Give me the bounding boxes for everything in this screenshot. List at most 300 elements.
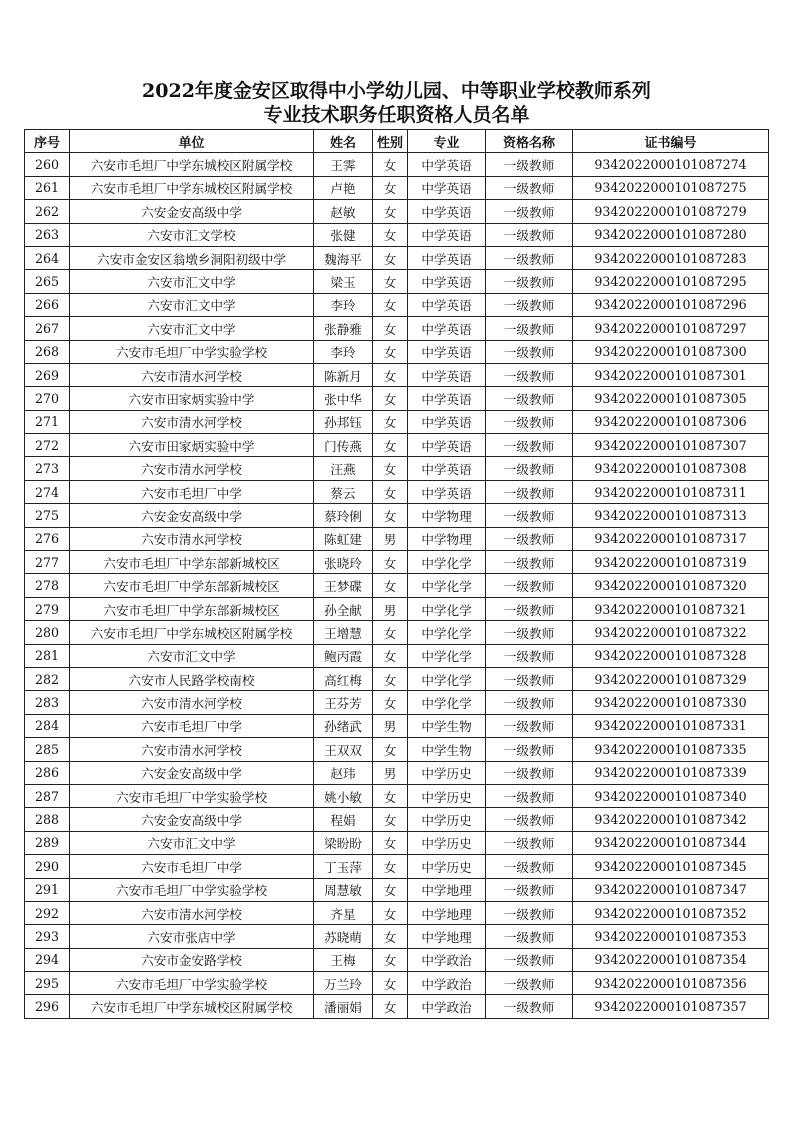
cell-seq: 261 bbox=[25, 176, 70, 199]
table-row bbox=[25, 855, 769, 878]
cell-qualification: 一级教师 bbox=[486, 855, 573, 878]
cell-gender: 女 bbox=[373, 925, 408, 948]
cell-certificate: 9342022000101087328 bbox=[573, 644, 769, 667]
cell-gender: 女 bbox=[373, 878, 408, 901]
cell-certificate: 9342022000101087295 bbox=[573, 270, 769, 293]
table-row bbox=[25, 504, 769, 527]
table-row bbox=[25, 457, 769, 480]
cell-gender: 女 bbox=[373, 504, 408, 527]
table-row bbox=[25, 480, 769, 503]
table-row bbox=[25, 574, 769, 597]
cell-unit: 六安市田家炳实验中学 bbox=[70, 434, 314, 457]
cell-qualification: 一级教师 bbox=[486, 995, 573, 1018]
cell-major: 中学历史 bbox=[408, 784, 486, 807]
cell-certificate: 9342022000101087319 bbox=[573, 551, 769, 574]
cell-seq: 290 bbox=[25, 855, 70, 878]
cell-gender: 女 bbox=[373, 153, 408, 176]
cell-qualification: 一级教师 bbox=[486, 714, 573, 737]
cell-qualification: 一级教师 bbox=[486, 317, 573, 340]
column-header-certificate: 证书编号 bbox=[573, 130, 769, 153]
cell-name: 梁玉 bbox=[314, 270, 373, 293]
cell-certificate: 9342022000101087301 bbox=[573, 363, 769, 386]
cell-certificate: 9342022000101087317 bbox=[573, 527, 769, 550]
column-header-seq: 序号 bbox=[25, 130, 70, 153]
cell-gender: 男 bbox=[373, 597, 408, 620]
cell-seq: 292 bbox=[25, 901, 70, 924]
cell-name: 王双双 bbox=[314, 738, 373, 761]
cell-certificate: 9342022000101087296 bbox=[573, 293, 769, 316]
cell-name: 张中华 bbox=[314, 387, 373, 410]
table-row bbox=[25, 808, 769, 831]
cell-major: 中学政治 bbox=[408, 995, 486, 1018]
table-row bbox=[25, 878, 769, 901]
cell-name: 赵玮 bbox=[314, 761, 373, 784]
cell-seq: 273 bbox=[25, 457, 70, 480]
cell-name: 卢艳 bbox=[314, 176, 373, 199]
cell-gender: 女 bbox=[373, 387, 408, 410]
table-row bbox=[25, 387, 769, 410]
table-row bbox=[25, 293, 769, 316]
cell-certificate: 9342022000101087345 bbox=[573, 855, 769, 878]
table-row bbox=[25, 644, 769, 667]
cell-name: 孙邦钰 bbox=[314, 410, 373, 433]
cell-certificate: 9342022000101087305 bbox=[573, 387, 769, 410]
cell-qualification: 一级教师 bbox=[486, 363, 573, 386]
cell-major: 中学生物 bbox=[408, 714, 486, 737]
cell-name: 王梦碟 bbox=[314, 574, 373, 597]
cell-certificate: 9342022000101087330 bbox=[573, 691, 769, 714]
cell-certificate: 9342022000101087320 bbox=[573, 574, 769, 597]
cell-unit: 六安市汇文中学 bbox=[70, 293, 314, 316]
cell-certificate: 9342022000101087321 bbox=[573, 597, 769, 620]
cell-name: 鲍丙霞 bbox=[314, 644, 373, 667]
cell-major: 中学政治 bbox=[408, 948, 486, 971]
table-row bbox=[25, 925, 769, 948]
cell-gender: 女 bbox=[373, 480, 408, 503]
table-row bbox=[25, 714, 769, 737]
cell-certificate: 9342022000101087283 bbox=[573, 246, 769, 269]
cell-unit: 六安市毛坦厂中学东城校区附属学校 bbox=[70, 995, 314, 1018]
cell-seq: 266 bbox=[25, 293, 70, 316]
cell-name: 王芬芳 bbox=[314, 691, 373, 714]
cell-unit: 六安金安高级中学 bbox=[70, 200, 314, 223]
cell-name: 李玲 bbox=[314, 293, 373, 316]
cell-major: 中学物理 bbox=[408, 527, 486, 550]
cell-major: 中学英语 bbox=[408, 223, 486, 246]
cell-gender: 女 bbox=[373, 200, 408, 223]
cell-name: 孙全献 bbox=[314, 597, 373, 620]
cell-major: 中学英语 bbox=[408, 176, 486, 199]
cell-gender: 女 bbox=[373, 644, 408, 667]
cell-major: 中学英语 bbox=[408, 340, 486, 363]
cell-unit: 六安市毛坦厂中学 bbox=[70, 855, 314, 878]
cell-seq: 272 bbox=[25, 434, 70, 457]
cell-qualification: 一级教师 bbox=[486, 270, 573, 293]
cell-unit: 六安市清水河学校 bbox=[70, 901, 314, 924]
cell-name: 丁玉萍 bbox=[314, 855, 373, 878]
cell-gender: 女 bbox=[373, 831, 408, 854]
cell-qualification: 一级教师 bbox=[486, 574, 573, 597]
cell-major: 中学历史 bbox=[408, 808, 486, 831]
cell-seq: 275 bbox=[25, 504, 70, 527]
table-row bbox=[25, 317, 769, 340]
cell-gender: 女 bbox=[373, 995, 408, 1018]
cell-unit: 六安市田家炳实验中学 bbox=[70, 387, 314, 410]
cell-major: 中学化学 bbox=[408, 597, 486, 620]
cell-gender: 女 bbox=[373, 808, 408, 831]
cell-major: 中学英语 bbox=[408, 270, 486, 293]
cell-certificate: 9342022000101087297 bbox=[573, 317, 769, 340]
cell-major: 中学化学 bbox=[408, 551, 486, 574]
cell-unit: 六安金安高级中学 bbox=[70, 761, 314, 784]
cell-name: 苏晓萌 bbox=[314, 925, 373, 948]
cell-qualification: 一级教师 bbox=[486, 153, 573, 176]
cell-major: 中学物理 bbox=[408, 504, 486, 527]
cell-certificate: 9342022000101087311 bbox=[573, 480, 769, 503]
cell-qualification: 一级教师 bbox=[486, 387, 573, 410]
cell-gender: 女 bbox=[373, 691, 408, 714]
cell-unit: 六安市清水河学校 bbox=[70, 738, 314, 761]
cell-major: 中学英语 bbox=[408, 410, 486, 433]
cell-major: 中学英语 bbox=[408, 293, 486, 316]
cell-certificate: 9342022000101087329 bbox=[573, 667, 769, 690]
cell-qualification: 一级教师 bbox=[486, 831, 573, 854]
cell-major: 中学英语 bbox=[408, 246, 486, 269]
cell-gender: 女 bbox=[373, 574, 408, 597]
cell-name: 张晓玲 bbox=[314, 551, 373, 574]
cell-unit: 六安市清水河学校 bbox=[70, 691, 314, 714]
cell-qualification: 一级教师 bbox=[486, 784, 573, 807]
cell-major: 中学英语 bbox=[408, 153, 486, 176]
cell-seq: 269 bbox=[25, 363, 70, 386]
cell-seq: 283 bbox=[25, 691, 70, 714]
cell-qualification: 一级教师 bbox=[486, 925, 573, 948]
cell-seq: 289 bbox=[25, 831, 70, 854]
cell-name: 孙绪武 bbox=[314, 714, 373, 737]
cell-major: 中学英语 bbox=[408, 434, 486, 457]
cell-unit: 六安市汇文中学 bbox=[70, 831, 314, 854]
document-title-line-2: 专业技术职务任职资格人员名单 bbox=[263, 104, 530, 126]
cell-unit: 六安市清水河学校 bbox=[70, 410, 314, 433]
cell-qualification: 一级教师 bbox=[486, 551, 573, 574]
cell-unit: 六安市清水河学校 bbox=[70, 363, 314, 386]
cell-major: 中学化学 bbox=[408, 644, 486, 667]
table-row bbox=[25, 667, 769, 690]
cell-certificate: 9342022000101087322 bbox=[573, 621, 769, 644]
cell-seq: 265 bbox=[25, 270, 70, 293]
cell-certificate: 9342022000101087357 bbox=[573, 995, 769, 1018]
cell-qualification: 一级教师 bbox=[486, 176, 573, 199]
cell-unit: 六安金安高级中学 bbox=[70, 808, 314, 831]
cell-seq: 294 bbox=[25, 948, 70, 971]
column-header-gender: 性别 bbox=[373, 130, 408, 153]
cell-certificate: 9342022000101087344 bbox=[573, 831, 769, 854]
cell-certificate: 9342022000101087353 bbox=[573, 925, 769, 948]
cell-major: 中学化学 bbox=[408, 691, 486, 714]
table-row bbox=[25, 223, 769, 246]
cell-qualification: 一级教师 bbox=[486, 691, 573, 714]
cell-seq: 280 bbox=[25, 621, 70, 644]
cell-unit: 六安市汇文学校 bbox=[70, 223, 314, 246]
cell-gender: 女 bbox=[373, 246, 408, 269]
table-row bbox=[25, 784, 769, 807]
cell-seq: 270 bbox=[25, 387, 70, 410]
cell-unit: 六安市张店中学 bbox=[70, 925, 314, 948]
cell-certificate: 9342022000101087306 bbox=[573, 410, 769, 433]
table-row bbox=[25, 270, 769, 293]
cell-name: 李玲 bbox=[314, 340, 373, 363]
table-row bbox=[25, 948, 769, 971]
cell-name: 张健 bbox=[314, 223, 373, 246]
table-row bbox=[25, 551, 769, 574]
cell-qualification: 一级教师 bbox=[486, 410, 573, 433]
cell-qualification: 一级教师 bbox=[486, 948, 573, 971]
table-row bbox=[25, 995, 769, 1018]
cell-gender: 女 bbox=[373, 434, 408, 457]
cell-unit: 六安市金安区翁墩乡洞阳初级中学 bbox=[70, 246, 314, 269]
column-header-unit: 单位 bbox=[70, 130, 314, 153]
table-row bbox=[25, 200, 769, 223]
cell-certificate: 9342022000101087356 bbox=[573, 972, 769, 995]
cell-certificate: 9342022000101087339 bbox=[573, 761, 769, 784]
cell-seq: 263 bbox=[25, 223, 70, 246]
cell-unit: 六安市毛坦厂中学实验学校 bbox=[70, 972, 314, 995]
cell-qualification: 一级教师 bbox=[486, 878, 573, 901]
cell-certificate: 9342022000101087347 bbox=[573, 878, 769, 901]
cell-unit: 六安市汇文中学 bbox=[70, 644, 314, 667]
cell-gender: 女 bbox=[373, 738, 408, 761]
cell-unit: 六安市金安路学校 bbox=[70, 948, 314, 971]
cell-certificate: 9342022000101087308 bbox=[573, 457, 769, 480]
cell-unit: 六安市汇文中学 bbox=[70, 270, 314, 293]
table-row bbox=[25, 363, 769, 386]
cell-certificate: 9342022000101087352 bbox=[573, 901, 769, 924]
document-title-line-1: 2022年度金安区取得中小学幼儿园、中等职业学校教师系列 bbox=[142, 80, 651, 102]
cell-major: 中学英语 bbox=[408, 387, 486, 410]
cell-seq: 295 bbox=[25, 972, 70, 995]
table-row bbox=[25, 153, 769, 176]
cell-name: 程娟 bbox=[314, 808, 373, 831]
cell-name: 王梅 bbox=[314, 948, 373, 971]
cell-seq: 278 bbox=[25, 574, 70, 597]
cell-seq: 287 bbox=[25, 784, 70, 807]
cell-qualification: 一级教师 bbox=[486, 480, 573, 503]
table-row bbox=[25, 176, 769, 199]
table-row bbox=[25, 340, 769, 363]
cell-major: 中学英语 bbox=[408, 317, 486, 340]
cell-seq: 271 bbox=[25, 410, 70, 433]
cell-major: 中学英语 bbox=[408, 457, 486, 480]
cell-certificate: 9342022000101087307 bbox=[573, 434, 769, 457]
cell-name: 高红梅 bbox=[314, 667, 373, 690]
cell-certificate: 9342022000101087313 bbox=[573, 504, 769, 527]
cell-qualification: 一级教师 bbox=[486, 901, 573, 924]
cell-qualification: 一级教师 bbox=[486, 597, 573, 620]
cell-name: 周慧敏 bbox=[314, 878, 373, 901]
cell-seq: 279 bbox=[25, 597, 70, 620]
cell-qualification: 一级教师 bbox=[486, 808, 573, 831]
cell-qualification: 一级教师 bbox=[486, 457, 573, 480]
cell-name: 王霁 bbox=[314, 153, 373, 176]
cell-qualification: 一级教师 bbox=[486, 972, 573, 995]
cell-name: 潘丽娟 bbox=[314, 995, 373, 1018]
cell-unit: 六安市毛坦厂中学实验学校 bbox=[70, 878, 314, 901]
cell-gender: 女 bbox=[373, 363, 408, 386]
cell-seq: 293 bbox=[25, 925, 70, 948]
cell-major: 中学英语 bbox=[408, 480, 486, 503]
table-row bbox=[25, 621, 769, 644]
cell-unit: 六安市毛坦厂中学东城校区附属学校 bbox=[70, 153, 314, 176]
table-row bbox=[25, 738, 769, 761]
cell-qualification: 一级教师 bbox=[486, 621, 573, 644]
cell-gender: 女 bbox=[373, 457, 408, 480]
cell-gender: 女 bbox=[373, 784, 408, 807]
cell-name: 汪燕 bbox=[314, 457, 373, 480]
cell-gender: 女 bbox=[373, 901, 408, 924]
table-row bbox=[25, 246, 769, 269]
cell-name: 门传燕 bbox=[314, 434, 373, 457]
cell-certificate: 9342022000101087300 bbox=[573, 340, 769, 363]
cell-major: 中学历史 bbox=[408, 831, 486, 854]
cell-name: 赵敏 bbox=[314, 200, 373, 223]
cell-seq: 267 bbox=[25, 317, 70, 340]
cell-unit: 六安市清水河学校 bbox=[70, 527, 314, 550]
cell-seq: 276 bbox=[25, 527, 70, 550]
cell-gender: 女 bbox=[373, 410, 408, 433]
cell-seq: 262 bbox=[25, 200, 70, 223]
cell-major: 中学英语 bbox=[408, 200, 486, 223]
cell-gender: 女 bbox=[373, 948, 408, 971]
cell-gender: 男 bbox=[373, 714, 408, 737]
cell-name: 蔡玲俐 bbox=[314, 504, 373, 527]
cell-seq: 282 bbox=[25, 667, 70, 690]
cell-certificate: 9342022000101087340 bbox=[573, 784, 769, 807]
cell-qualification: 一级教师 bbox=[486, 761, 573, 784]
cell-qualification: 一级教师 bbox=[486, 504, 573, 527]
cell-seq: 288 bbox=[25, 808, 70, 831]
table-row bbox=[25, 597, 769, 620]
cell-seq: 281 bbox=[25, 644, 70, 667]
cell-major: 中学化学 bbox=[408, 574, 486, 597]
cell-seq: 274 bbox=[25, 480, 70, 503]
cell-gender: 女 bbox=[373, 293, 408, 316]
cell-gender: 女 bbox=[373, 972, 408, 995]
cell-unit: 六安市毛坦厂中学 bbox=[70, 714, 314, 737]
cell-unit: 六安金安高级中学 bbox=[70, 504, 314, 527]
table-row bbox=[25, 831, 769, 854]
cell-qualification: 一级教师 bbox=[486, 644, 573, 667]
cell-name: 陈虹建 bbox=[314, 527, 373, 550]
table-row bbox=[25, 527, 769, 550]
cell-unit: 六安市清水河学校 bbox=[70, 457, 314, 480]
cell-certificate: 9342022000101087335 bbox=[573, 738, 769, 761]
cell-seq: 277 bbox=[25, 551, 70, 574]
cell-name: 梁盼盼 bbox=[314, 831, 373, 854]
cell-major: 中学英语 bbox=[408, 363, 486, 386]
cell-unit: 六安市毛坦厂中学实验学校 bbox=[70, 784, 314, 807]
cell-unit: 六安市毛坦厂中学东部新城校区 bbox=[70, 574, 314, 597]
cell-qualification: 一级教师 bbox=[486, 340, 573, 363]
cell-gender: 女 bbox=[373, 317, 408, 340]
cell-major: 中学地理 bbox=[408, 925, 486, 948]
cell-unit: 六安市毛坦厂中学实验学校 bbox=[70, 340, 314, 363]
cell-seq: 285 bbox=[25, 738, 70, 761]
cell-qualification: 一级教师 bbox=[486, 223, 573, 246]
table-row bbox=[25, 691, 769, 714]
table-row bbox=[25, 901, 769, 924]
cell-unit: 六安市汇文中学 bbox=[70, 317, 314, 340]
cell-major: 中学地理 bbox=[408, 901, 486, 924]
cell-unit: 六安市毛坦厂中学东城校区附属学校 bbox=[70, 176, 314, 199]
cell-certificate: 9342022000101087275 bbox=[573, 176, 769, 199]
cell-gender: 女 bbox=[373, 621, 408, 644]
cell-certificate: 9342022000101087354 bbox=[573, 948, 769, 971]
cell-name: 姚小敏 bbox=[314, 784, 373, 807]
cell-seq: 264 bbox=[25, 246, 70, 269]
cell-name: 蔡云 bbox=[314, 480, 373, 503]
cell-unit: 六安市人民路学校南校 bbox=[70, 667, 314, 690]
cell-unit: 六安市毛坦厂中学东部新城校区 bbox=[70, 551, 314, 574]
table-row bbox=[25, 761, 769, 784]
cell-qualification: 一级教师 bbox=[486, 293, 573, 316]
cell-name: 王增慧 bbox=[314, 621, 373, 644]
cell-gender: 女 bbox=[373, 223, 408, 246]
cell-gender: 女 bbox=[373, 176, 408, 199]
cell-major: 中学化学 bbox=[408, 667, 486, 690]
table-header-row bbox=[25, 130, 769, 153]
cell-seq: 286 bbox=[25, 761, 70, 784]
cell-gender: 女 bbox=[373, 667, 408, 690]
cell-major: 中学化学 bbox=[408, 621, 486, 644]
cell-gender: 女 bbox=[373, 270, 408, 293]
cell-certificate: 9342022000101087331 bbox=[573, 714, 769, 737]
cell-seq: 284 bbox=[25, 714, 70, 737]
cell-seq: 296 bbox=[25, 995, 70, 1018]
cell-gender: 女 bbox=[373, 340, 408, 363]
roster-body bbox=[25, 153, 769, 1018]
cell-gender: 男 bbox=[373, 527, 408, 550]
cell-qualification: 一级教师 bbox=[486, 200, 573, 223]
cell-unit: 六安市毛坦厂中学 bbox=[70, 480, 314, 503]
cell-gender: 男 bbox=[373, 761, 408, 784]
cell-major: 中学政治 bbox=[408, 972, 486, 995]
cell-qualification: 一级教师 bbox=[486, 246, 573, 269]
roster-table bbox=[24, 129, 769, 1019]
cell-major: 中学历史 bbox=[408, 855, 486, 878]
cell-name: 魏海平 bbox=[314, 246, 373, 269]
cell-name: 陈新月 bbox=[314, 363, 373, 386]
cell-major: 中学生物 bbox=[408, 738, 486, 761]
cell-qualification: 一级教师 bbox=[486, 667, 573, 690]
cell-unit: 六安市毛坦厂中学东城校区附属学校 bbox=[70, 621, 314, 644]
table-row bbox=[25, 434, 769, 457]
cell-certificate: 9342022000101087274 bbox=[573, 153, 769, 176]
cell-gender: 女 bbox=[373, 551, 408, 574]
column-header-major: 专业 bbox=[408, 130, 486, 153]
cell-seq: 268 bbox=[25, 340, 70, 363]
cell-qualification: 一级教师 bbox=[486, 434, 573, 457]
cell-name: 齐星 bbox=[314, 901, 373, 924]
cell-gender: 女 bbox=[373, 855, 408, 878]
table-row bbox=[25, 972, 769, 995]
cell-major: 中学地理 bbox=[408, 878, 486, 901]
cell-seq: 291 bbox=[25, 878, 70, 901]
cell-certificate: 9342022000101087342 bbox=[573, 808, 769, 831]
table-row bbox=[25, 410, 769, 433]
cell-unit: 六安市毛坦厂中学东部新城校区 bbox=[70, 597, 314, 620]
column-header-name: 姓名 bbox=[314, 130, 373, 153]
cell-qualification: 一级教师 bbox=[486, 527, 573, 550]
